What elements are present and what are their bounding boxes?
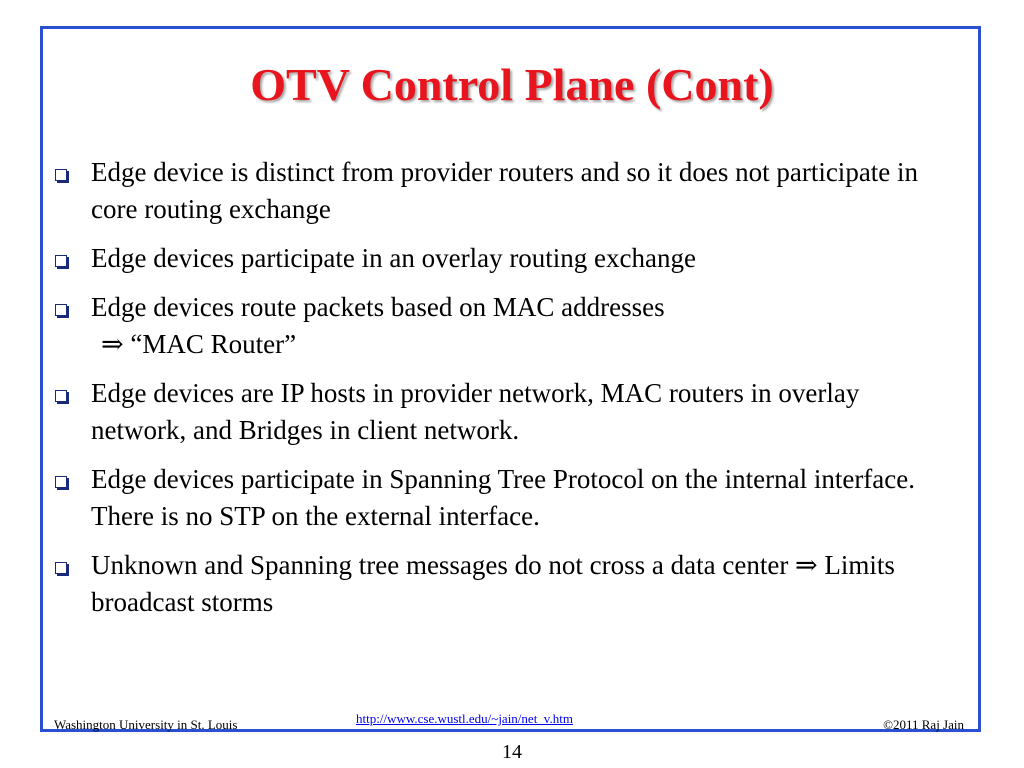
- bullet-item: [52, 240, 957, 277]
- bullet-text: Edge devices route packets based on MAC addresses: [91, 292, 665, 322]
- bullet-text: Edge devices are IP hosts in provider network, MAC routers in overlay network, and Bridges in client network.: [91, 378, 860, 445]
- footer-copyright: ©2011 Raj Jain: [883, 717, 964, 732]
- footer-link[interactable]: http://www.cse.wustl.edu/~jain/net_v.htm: [356, 711, 573, 726]
- hollow-square-bullet-icon: [55, 562, 67, 574]
- hollow-square-bullet-icon: [55, 390, 67, 402]
- page-number: 14: [502, 741, 522, 763]
- bullet-text: Edge devices participate in an overlay routing exchange: [91, 243, 696, 273]
- bullet-item: [52, 375, 957, 449]
- footer-institution: Washington University in St. Louis: [54, 717, 238, 732]
- bullet-text: Unknown and Spanning tree messages do not cross a data center ⇒ Limits broadcast storms: [91, 550, 895, 617]
- bullet-item: [52, 289, 957, 363]
- bullet-text: Edge devices participate in Spanning Tree Protocol on the internal interface. There is no STP on the external interface.: [91, 464, 916, 531]
- bullet-list: [52, 154, 957, 633]
- hollow-square-bullet-icon: [55, 476, 67, 488]
- bullet-item: [52, 461, 957, 535]
- bullet-subline: ⇒ “MAC Router”: [101, 329, 297, 359]
- slide-title: OTV Control Plane (Cont): [250, 59, 774, 110]
- bullet-item: [52, 154, 957, 228]
- bullet-text: Edge device is distinct from provider routers and so it does not participate in core routing exchange: [91, 157, 919, 224]
- bullet-item: [52, 547, 957, 621]
- hollow-square-bullet-icon: [55, 304, 67, 316]
- hollow-square-bullet-icon: [55, 255, 67, 267]
- hollow-square-bullet-icon: [55, 169, 67, 181]
